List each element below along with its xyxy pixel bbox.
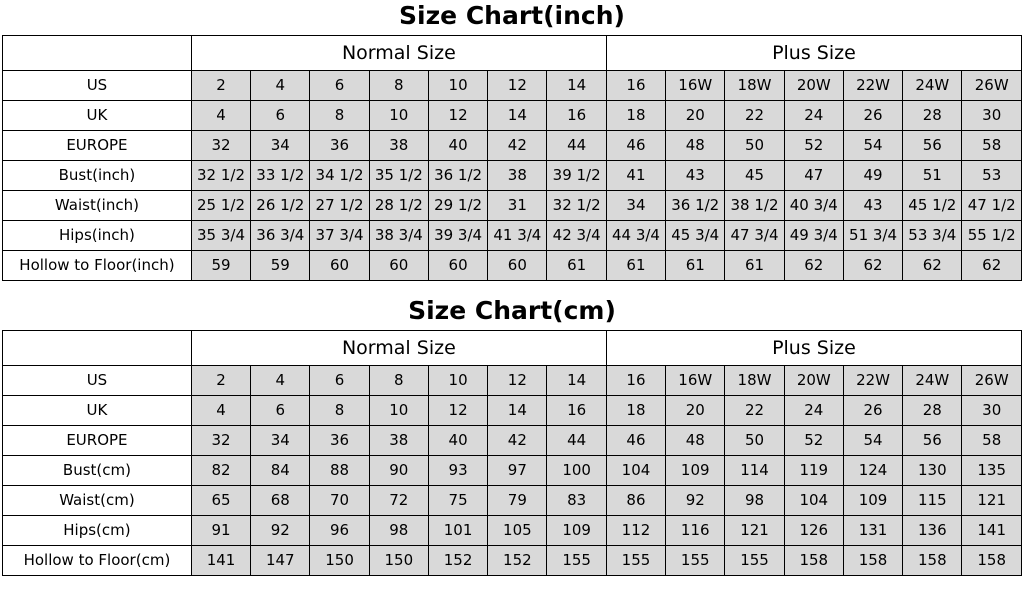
size-table [2,330,1022,576]
group-header-plus-size: Plus Size [606,35,1021,70]
group-header-normal-size: Normal Size [191,330,606,365]
table-row [3,395,1022,425]
table-cell: 25 1/2 [191,190,250,220]
table-cell: 92 [666,485,725,515]
table-cell: 36 [310,130,369,160]
table-cell: 100 [547,455,606,485]
table-cell: 158 [784,545,843,575]
table-cell: 49 [843,160,902,190]
table-cell: 150 [369,545,428,575]
table-cell: 30 [962,395,1022,425]
table-cell: 61 [666,250,725,280]
table-cell: 155 [606,545,665,575]
table-cell: 42 3/4 [547,220,606,250]
table-cell: 12 [488,365,547,395]
table-cell: 24 [784,100,843,130]
table-cell: 12 [428,100,487,130]
table-cell: 8 [369,365,428,395]
table-cell: 147 [251,545,310,575]
table-cell: 155 [666,545,725,575]
table-cell: 8 [310,100,369,130]
table-cell: 28 1/2 [369,190,428,220]
table-cell: 121 [725,515,784,545]
table-cell: 36 1/2 [428,160,487,190]
table-cell: 155 [725,545,784,575]
table-cell: 88 [310,455,369,485]
table-cell: 4 [251,70,310,100]
table-cell: 22W [843,365,902,395]
row-header-cell: UK [3,100,192,130]
table-cell: 34 [251,130,310,160]
table-cell: 32 1/2 [191,160,250,190]
table-cell: 51 3/4 [843,220,902,250]
table-cell: 158 [843,545,902,575]
table-cell: 105 [488,515,547,545]
table-cell: 48 [666,425,725,455]
table-cell: 53 3/4 [903,220,962,250]
table-cell: 29 1/2 [428,190,487,220]
table-cell: 116 [666,515,725,545]
table-cell: 141 [191,545,250,575]
table-cell: 36 1/2 [666,190,725,220]
table-cell: 121 [962,485,1022,515]
table-cell: 61 [547,250,606,280]
table-cell: 60 [428,250,487,280]
table-cell: 93 [428,455,487,485]
table-cell: 155 [547,545,606,575]
table-cell: 6 [310,70,369,100]
table-cell: 44 [547,130,606,160]
table-cell: 20W [784,70,843,100]
table-cell: 98 [369,515,428,545]
table-cell: 39 3/4 [428,220,487,250]
chart-title: Size Chart(cm) [408,295,616,325]
table-cell: 45 [725,160,784,190]
size-chart-block [0,295,1024,576]
table-cell: 39 1/2 [547,160,606,190]
table-cell: 16W [666,365,725,395]
table-cell: 126 [784,515,843,545]
table-cell: 136 [903,515,962,545]
table-cell: 48 [666,130,725,160]
table-cell: 114 [725,455,784,485]
table-cell: 43 [666,160,725,190]
table-cell: 26 1/2 [251,190,310,220]
table-cell: 22W [843,70,902,100]
table-cell: 4 [251,365,310,395]
table-cell: 62 [962,250,1022,280]
table-cell: 16 [547,100,606,130]
table-row [3,545,1022,575]
table-cell: 82 [191,455,250,485]
table-cell: 10 [369,100,428,130]
row-header-cell: Waist(cm) [3,485,192,515]
table-cell: 38 [488,160,547,190]
table-cell: 22 [725,100,784,130]
table-cell: 91 [191,515,250,545]
table-cell: 60 [310,250,369,280]
table-cell: 109 [547,515,606,545]
table-cell: 16 [606,365,665,395]
table-cell: 50 [725,130,784,160]
table-cell: 60 [369,250,428,280]
table-cell: 112 [606,515,665,545]
table-cell: 62 [843,250,902,280]
table-cell: 26 [843,395,902,425]
table-cell: 52 [784,130,843,160]
table-cell: 2 [191,70,250,100]
table-row [3,100,1022,130]
table-cell: 35 3/4 [191,220,250,250]
table-cell: 96 [310,515,369,545]
table-cell: 36 [310,425,369,455]
table-cell: 40 3/4 [784,190,843,220]
table-cell: 30 [962,100,1022,130]
table-cell: 131 [843,515,902,545]
table-cell: 35 1/2 [369,160,428,190]
table-cell: 16 [606,70,665,100]
table-cell: 47 3/4 [725,220,784,250]
table-cell: 79 [488,485,547,515]
table-cell: 32 [191,130,250,160]
table-cell: 158 [903,545,962,575]
table-cell: 42 [488,130,547,160]
table-cell: 115 [903,485,962,515]
table-cell: 18W [725,365,784,395]
table-row [3,515,1022,545]
table-cell: 109 [843,485,902,515]
row-header-cell: US [3,70,192,100]
table-row [3,220,1022,250]
table-row [3,425,1022,455]
table-cell: 45 1/2 [903,190,962,220]
table-cell: 44 [547,425,606,455]
table-cell: 28 [903,100,962,130]
table-cell: 10 [428,365,487,395]
table-row [3,70,1022,100]
table-cell: 26W [962,365,1022,395]
table-cell: 65 [191,485,250,515]
table-cell: 33 1/2 [251,160,310,190]
table-cell: 4 [191,100,250,130]
table-cell: 20W [784,365,843,395]
table-cell: 75 [428,485,487,515]
table-cell: 14 [547,365,606,395]
table-row [3,485,1022,515]
table-cell: 41 3/4 [488,220,547,250]
table-cell: 68 [251,485,310,515]
row-header-cell: US [3,365,192,395]
table-cell: 58 [962,425,1022,455]
table-cell: 20 [666,395,725,425]
row-header-cell: Hips(inch) [3,220,192,250]
table-cell: 141 [962,515,1022,545]
row-header-cell: Bust(cm) [3,455,192,485]
table-row [3,160,1022,190]
table-cell: 86 [606,485,665,515]
table-cell: 10 [428,70,487,100]
table-cell: 97 [488,455,547,485]
table-cell: 34 1/2 [310,160,369,190]
table-cell: 12 [488,70,547,100]
table-cell: 42 [488,425,547,455]
table-cell: 20 [666,100,725,130]
table-cell: 40 [428,425,487,455]
row-header-cell: EUROPE [3,130,192,160]
table-row [3,365,1022,395]
table-cell: 101 [428,515,487,545]
row-header-cell: EUROPE [3,425,192,455]
table-cell: 6 [251,395,310,425]
table-cell: 45 3/4 [666,220,725,250]
table-cell: 83 [547,485,606,515]
table-cell: 16W [666,70,725,100]
table-cell: 27 1/2 [310,190,369,220]
table-cell: 24W [903,70,962,100]
table-cell: 62 [784,250,843,280]
group-header-normal-size: Normal Size [191,35,606,70]
table-cell: 28 [903,395,962,425]
table-cell: 56 [903,425,962,455]
table-cell: 47 1/2 [962,190,1022,220]
table-cell: 61 [606,250,665,280]
table-cell: 130 [903,455,962,485]
chart-title: Size Chart(inch) [399,1,625,30]
table-cell: 124 [843,455,902,485]
table-cell: 16 [547,395,606,425]
table-cell: 43 [843,190,902,220]
table-cell: 50 [725,425,784,455]
table-cell: 18 [606,100,665,130]
chart-spacer [0,281,1024,295]
table-cell: 2 [191,365,250,395]
table-cell: 6 [251,100,310,130]
table-cell: 92 [251,515,310,545]
table-cell: 84 [251,455,310,485]
table-group-header-row [3,330,1022,365]
table-cell: 31 [488,190,547,220]
table-cell: 59 [251,250,310,280]
table-corner-cell [3,330,192,365]
table-cell: 55 1/2 [962,220,1022,250]
table-cell: 56 [903,130,962,160]
table-cell: 98 [725,485,784,515]
table-cell: 18 [606,395,665,425]
table-cell: 26W [962,70,1022,100]
table-cell: 53 [962,160,1022,190]
table-cell: 38 [369,425,428,455]
row-header-cell: Hips(cm) [3,515,192,545]
row-header-cell: Hollow to Floor(inch) [3,250,192,280]
table-cell: 38 3/4 [369,220,428,250]
table-cell: 40 [428,130,487,160]
table-cell: 34 [251,425,310,455]
table-cell: 104 [784,485,843,515]
table-cell: 38 1/2 [725,190,784,220]
table-cell: 58 [962,130,1022,160]
table-cell: 61 [725,250,784,280]
row-header-cell: Bust(inch) [3,160,192,190]
table-row [3,250,1022,280]
table-cell: 104 [606,455,665,485]
table-cell: 6 [310,365,369,395]
table-cell: 4 [191,395,250,425]
table-cell: 8 [310,395,369,425]
table-cell: 24 [784,395,843,425]
table-cell: 152 [488,545,547,575]
table-cell: 14 [488,100,547,130]
table-cell: 41 [606,160,665,190]
table-corner-cell [3,35,192,70]
table-cell: 60 [488,250,547,280]
table-cell: 10 [369,395,428,425]
table-cell: 70 [310,485,369,515]
table-cell: 109 [666,455,725,485]
size-chart-block [0,0,1024,281]
table-cell: 24W [903,365,962,395]
table-cell: 62 [903,250,962,280]
table-cell: 8 [369,70,428,100]
table-cell: 158 [962,545,1022,575]
table-cell: 49 3/4 [784,220,843,250]
table-cell: 46 [606,425,665,455]
group-header-plus-size: Plus Size [606,330,1021,365]
table-cell: 34 [606,190,665,220]
table-cell: 119 [784,455,843,485]
table-cell: 12 [428,395,487,425]
table-cell: 32 1/2 [547,190,606,220]
table-cell: 90 [369,455,428,485]
table-cell: 46 [606,130,665,160]
table-cell: 37 3/4 [310,220,369,250]
table-cell: 47 [784,160,843,190]
table-cell: 14 [547,70,606,100]
table-cell: 52 [784,425,843,455]
table-cell: 59 [191,250,250,280]
table-cell: 72 [369,485,428,515]
size-table [2,35,1022,281]
table-row [3,190,1022,220]
table-cell: 54 [843,130,902,160]
table-cell: 36 3/4 [251,220,310,250]
row-header-cell: UK [3,395,192,425]
table-group-header-row [3,35,1022,70]
table-cell: 22 [725,395,784,425]
table-cell: 51 [903,160,962,190]
table-cell: 32 [191,425,250,455]
table-cell: 152 [428,545,487,575]
table-cell: 150 [310,545,369,575]
table-cell: 38 [369,130,428,160]
table-cell: 26 [843,100,902,130]
table-cell: 54 [843,425,902,455]
table-cell: 14 [488,395,547,425]
table-row [3,455,1022,485]
table-cell: 135 [962,455,1022,485]
row-header-cell: Waist(inch) [3,190,192,220]
table-cell: 18W [725,70,784,100]
table-cell: 44 3/4 [606,220,665,250]
row-header-cell: Hollow to Floor(cm) [3,545,192,575]
table-row [3,130,1022,160]
